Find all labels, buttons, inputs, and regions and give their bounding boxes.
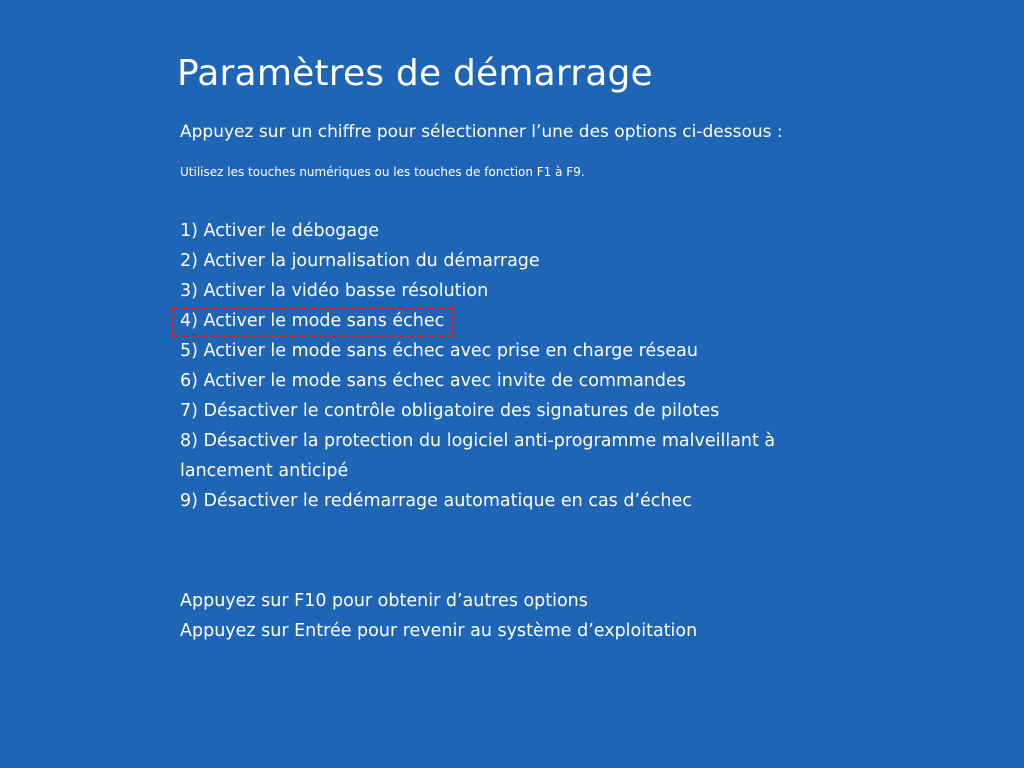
option-label: 6) Activer le mode sans échec avec invite de commandes [180,371,686,391]
option-label: 5) Activer le mode sans échec avec prise en charge réseau [180,341,698,361]
option-label: 8) Désactiver la protection du logiciel anti-programme malveillant à [180,431,776,451]
option-disable-automatic-restart[interactable] [180,486,780,516]
option-label: 3) Activer la vidéo basse résolution [180,281,489,301]
startup-options-list [180,216,780,516]
option-label: 7) Désactiver le contrôle obligatoire des signatures de pilotes [180,401,720,421]
option-label: 1) Activer le débogage [180,221,380,241]
f10-more-options-text: Appuyez sur F10 pour obtenir d’autres options [180,591,588,611]
option-disable-early-launch-antimalware[interactable] [180,426,780,456]
option-enable-boot-logging[interactable] [180,246,780,276]
option-enable-safe-mode[interactable] [180,306,780,336]
keyboard-hint: Utilisez les touches numériques ou les touches de fonction F1 à F9. [180,165,585,179]
option-label: 4) Activer le mode sans échec [180,306,444,336]
option-label: 2) Activer la journalisation du démarrage [180,251,540,271]
option-enable-safe-mode-command-prompt[interactable] [180,366,780,396]
option-enable-debugging[interactable] [180,216,780,246]
enter-return-os-text: Appuyez sur Entrée pour revenir au système d’exploitation [180,621,698,641]
option-label: 9) Désactiver le redémarrage automatique en cas d’échec [180,491,692,511]
option-enable-safe-mode-networking[interactable] [180,336,780,366]
option-disable-driver-signature-enforcement[interactable] [180,396,780,426]
option-disable-early-launch-antimalware-continued[interactable] [180,456,780,486]
option-enable-low-resolution-video[interactable] [180,276,780,306]
instruction-text: Appuyez sur un chiffre pour sélectionner l’une des options ci-dessous : [180,122,783,142]
footer-instructions [180,586,697,646]
page-title: Paramètres de démarrage [177,53,653,94]
option-label: lancement anticipé [180,461,349,481]
